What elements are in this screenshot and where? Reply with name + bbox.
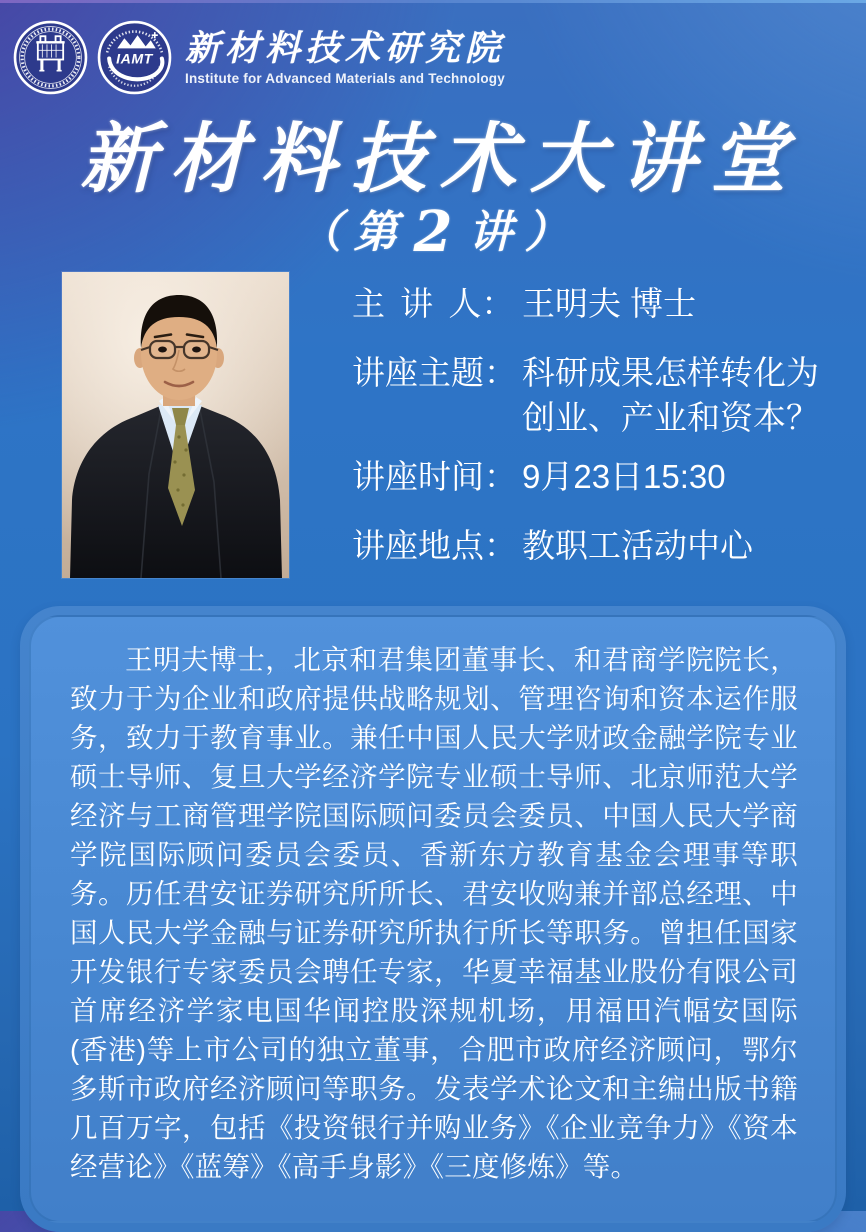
topic-value: 科研成果怎样转化为创业、产业和资本？ (522, 354, 819, 436)
time-label: 讲座时间： (352, 458, 517, 495)
session-number: 2 (413, 199, 465, 265)
session-left: （第 (297, 207, 410, 258)
speaker-value: 王明夫 博士 (522, 285, 697, 322)
speaker-photo (62, 272, 289, 578)
iamt-institute-logo (97, 20, 172, 95)
ustb-university-seal-logo (13, 20, 88, 95)
institute-name-en: Institute for Advanced Materials and Technology (185, 70, 505, 86)
poster-title: 新材料技术大讲堂 (80, 114, 800, 203)
session-right: 讲） (468, 207, 581, 258)
speaker-label: 主 讲 人： (352, 285, 515, 322)
lecture-info (352, 281, 846, 592)
info-row-location (352, 523, 846, 568)
lecture-session (0, 196, 866, 265)
poster-header (13, 20, 505, 95)
speaker-portrait-illustration (62, 272, 289, 578)
info-row-time (352, 454, 846, 499)
bio-card (29, 615, 837, 1223)
institute-name-block (185, 27, 506, 86)
topic-label: 讲座主题： (352, 354, 517, 391)
iamt-logo-text: IAMT (116, 51, 153, 68)
bio-card-frame (20, 606, 846, 1232)
bio-text: 王明夫博士，北京和君集团董事长、和君商学院院长，致力于为企业和政府提供战略规划、管理咨询和资本运作服务，致力于教育事业。兼任中国人民大学财政金融学院专业硕士导师、复旦大学经济学院专业硕士导师、北京师范大学经济与工商管理学院国际顾问委员会委员、中国人民大学商学院国际顾问委员会委员、香新东方教育基金会理事等职务。历任君安证券研究所所长、君安收购兼并部总经理、中国人民大学金融与证券研究所执行所长等职务。曾担任国家开发银行专家委员会聘任专家，华夏幸福基业股份有限公司首席经济学家电国华闻控股深规机场，用福田汽幅安国际(香港)等上市公司的独立董事，合肥市政府经济顾问，鄂尔多斯市政府经济顾问等职务。发表学术论文和主编出版书籍几百万字，包括《投资银行并购业务》《企业竞争力》《资本经营论》《蓝筹》《高手身影》《三度修炼》等。 (70, 644, 798, 1182)
time-value: 9月23日15:30 (522, 458, 726, 495)
top-accent-line (0, 0, 866, 3)
location-label: 讲座地点： (352, 527, 517, 564)
info-row-topic (352, 350, 846, 440)
institute-name-cn: 新材料技术研究院 (185, 27, 506, 69)
location-value: 教职工活动中心 (522, 527, 753, 564)
info-row-speaker (352, 281, 846, 326)
